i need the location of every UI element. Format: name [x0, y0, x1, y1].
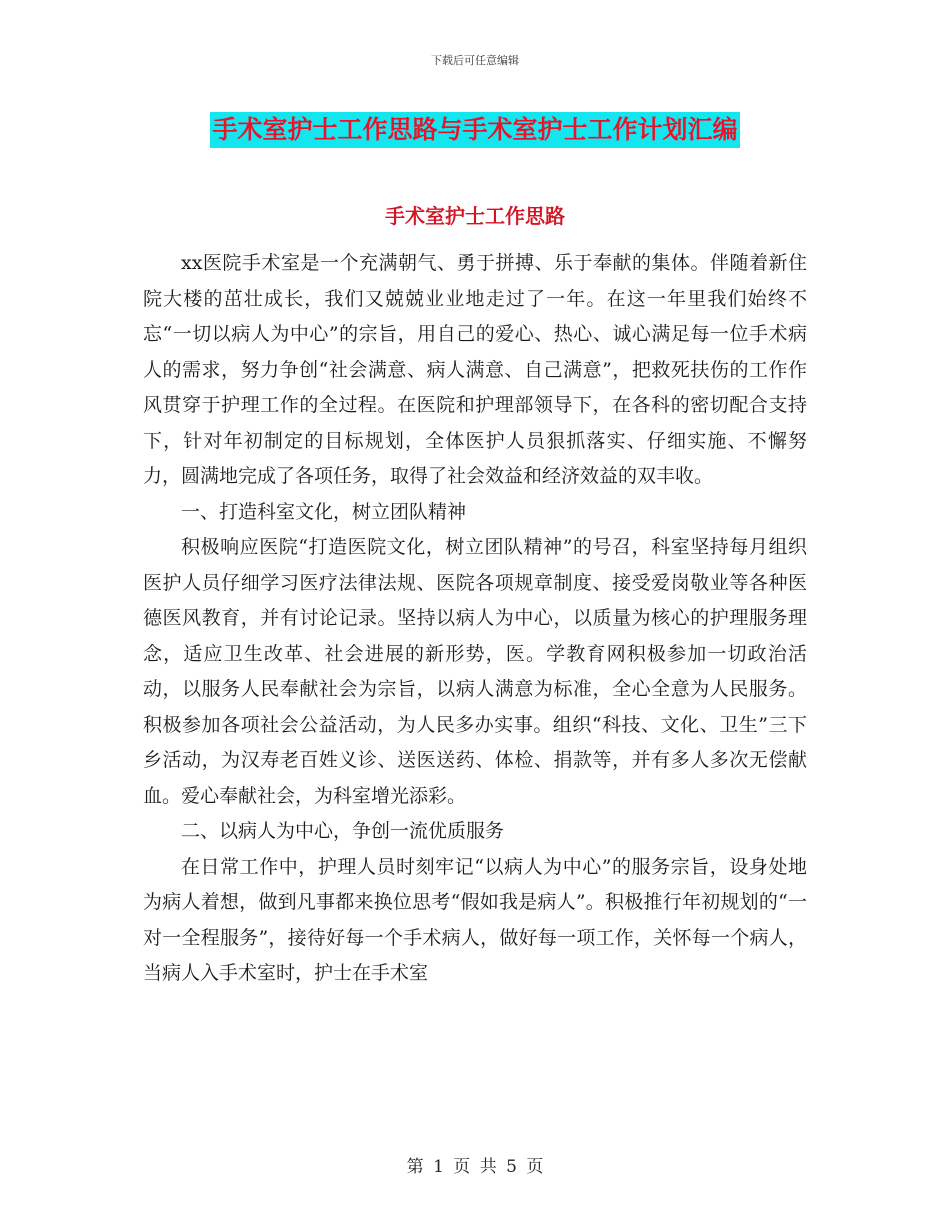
heading-section-2: 二、以病人为中心，争创一流优质服务: [181, 820, 505, 842]
document-body: [143, 246, 807, 992]
paragraph-section-1: 积极响应医院“打造医院文化，树立团队精神”的号召，科室坚持每月组织医护人员仔细学习医疗法律法规、医院各项规章制度、接受爱岗敬业等各种医德医风教育，并有讨论记录。坚持以病人为中心，以质量为核心的护理服务理念，适应卫生改革、社会进展的新形势，医。学教育网积极参加一切政治活动，以服务人民奉献社会为宗旨，以病人满意为标准，全心全意为人民服务。积极参加各项社会公益活动，为人民多办实事。组织“科技、文化、卫生”三下乡活动，为汉寿老百姓义诊、送医送药、体检、捐款等，并有多人多次无偿献血。爱心奉献社会，为科室增光添彩。: [143, 536, 807, 807]
page-number-footer: 第 1 页 共 5 页: [406, 1157, 544, 1177]
paragraph-section-2: 在日常工作中，护理人员时刻牢记“以病人为中心”的服务宗旨，设身处地为病人着想，做到凡事都来换位思考“假如我是病人”。积极推行年初规划的“一对一全程服务”，接待好每一个手术病人，做好每一项工作，关怀每一个病人，当病人入手术室时，护士在手术室: [143, 855, 807, 984]
main-title-container: [0, 112, 950, 148]
paragraph-intro: xx医院手术室是一个充满朝气、勇于拼搏、乐于奉献的集体。伴随着新住院大楼的茁壮成长，我们又兢兢业业地走过了一年。在这一年里我们始终不忘“一切以病人为中心”的宗旨，用自己的爱心、热心、诚心满足每一位手术病人的需求，努力争创“社会满意、病人满意、自己满意”，把救死扶伤的工作作风贯穿于护理工作的全过程。在医院和护理部领导下，在各科的密切配合支持下，针对年初制定的目标规划，全体医护人员狠抓落实、仔细实施、不懈努力，圆满地完成了各项任务，取得了社会效益和经济效益的双丰收。: [143, 252, 807, 487]
main-title: 手术室护士工作思路与手术室护士工作计划汇编: [210, 112, 739, 148]
heading-section-1: 一、打造科室文化，树立团队精神: [181, 500, 467, 523]
page-header-note: 下载后可任意编辑: [431, 54, 519, 67]
section-title: 手术室护士工作思路: [385, 204, 565, 228]
